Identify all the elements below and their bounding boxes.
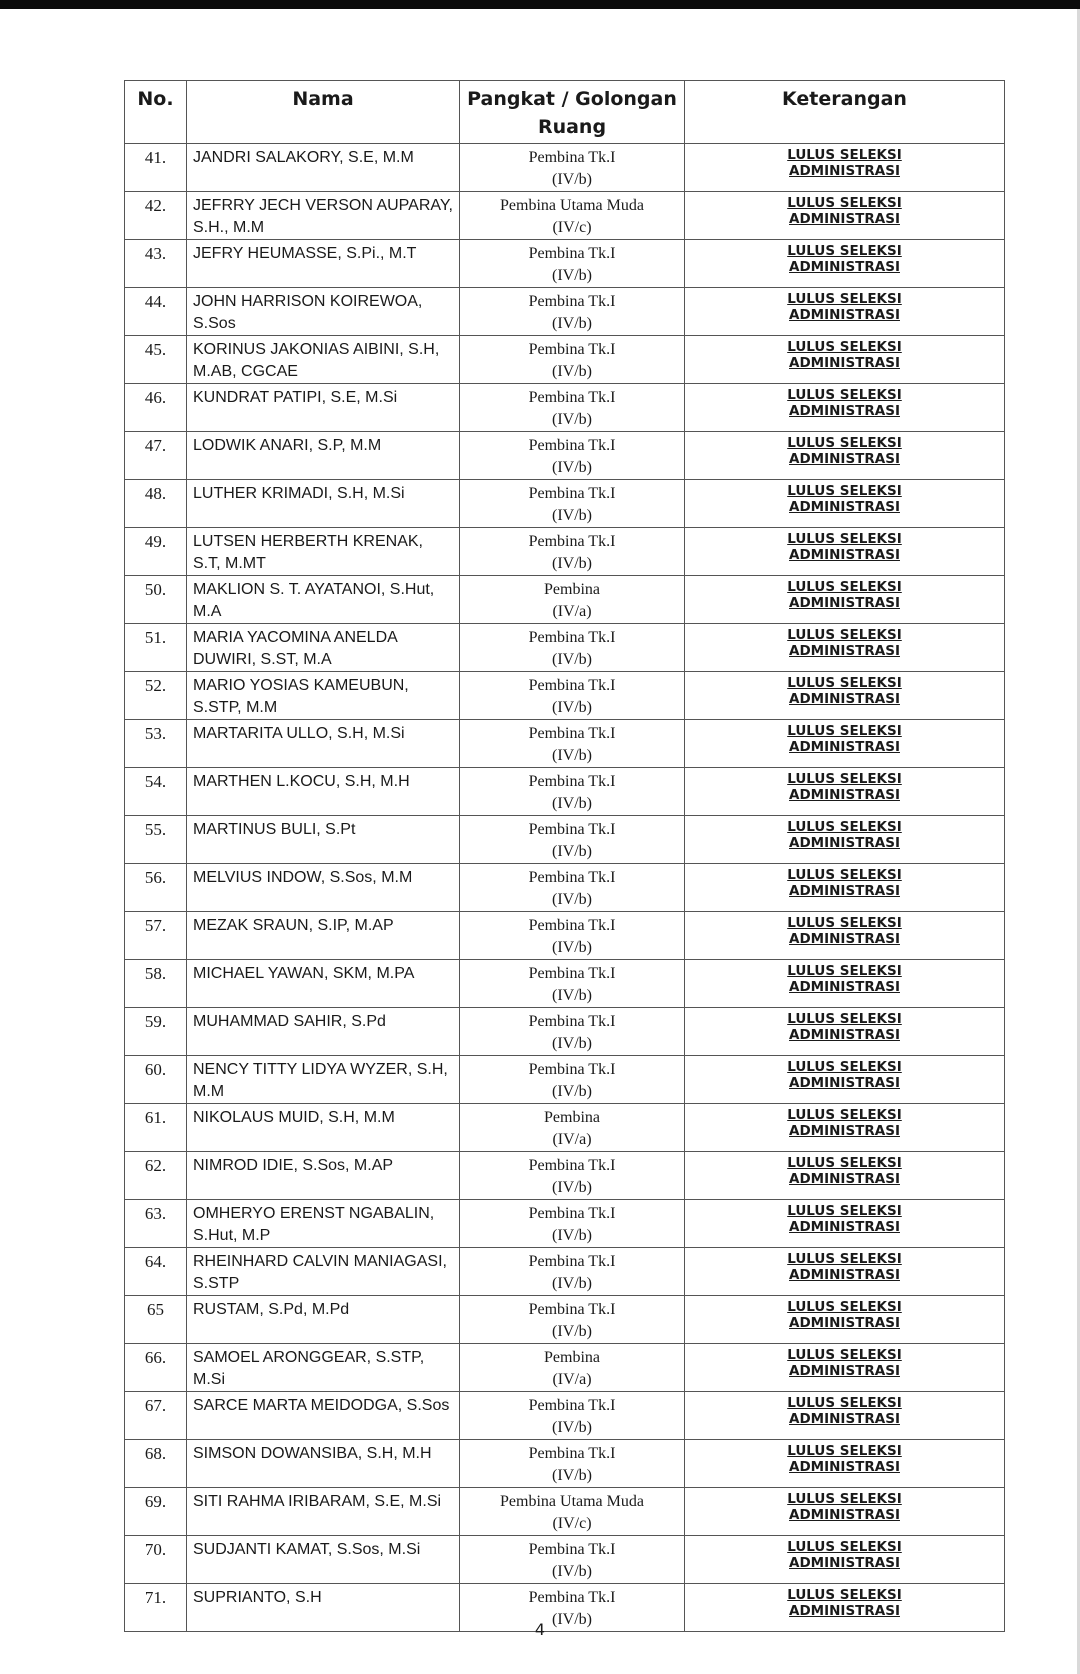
status-line-2: ADMINISTRASI xyxy=(789,451,900,467)
rank-grade: (IV/b) xyxy=(552,747,592,764)
status-line-1: LULUS SELEKSI xyxy=(787,1107,902,1123)
status-line-1: LULUS SELEKSI xyxy=(787,579,902,595)
rank-grade: (IV/b) xyxy=(552,1323,592,1340)
row-name: SARCE MARTA MEIDODGA, S.Sos xyxy=(187,1392,460,1440)
table-row xyxy=(125,1056,1005,1104)
row-number: 44. xyxy=(125,288,187,336)
row-rank xyxy=(460,960,685,1008)
status-line-1: LULUS SELEKSI xyxy=(787,1443,902,1459)
row-number: 46. xyxy=(125,384,187,432)
row-rank xyxy=(460,336,685,384)
row-number: 45. xyxy=(125,336,187,384)
rank-title: Pembina Tk.I xyxy=(528,389,616,406)
row-name: KUNDRAT PATIPI, S.E, M.Si xyxy=(187,384,460,432)
status-line-1: LULUS SELEKSI xyxy=(787,1539,902,1555)
status-line-2: ADMINISTRASI xyxy=(789,979,900,995)
table-row xyxy=(125,1488,1005,1536)
row-number: 47. xyxy=(125,432,187,480)
row-number: 69. xyxy=(125,1488,187,1536)
rank-grade: (IV/b) xyxy=(552,699,592,716)
status-line-2: ADMINISTRASI xyxy=(789,835,900,851)
row-status xyxy=(685,768,1005,816)
row-number: 43. xyxy=(125,240,187,288)
status-line-2: ADMINISTRASI xyxy=(789,643,900,659)
rank-grade: (IV/b) xyxy=(552,555,592,572)
row-rank xyxy=(460,432,685,480)
rank-grade: (IV/b) xyxy=(552,1179,592,1196)
row-rank xyxy=(460,672,685,720)
status-line-1: LULUS SELEKSI xyxy=(787,1347,902,1363)
table-row xyxy=(125,1104,1005,1152)
table-row xyxy=(125,1200,1005,1248)
status-line-1: LULUS SELEKSI xyxy=(787,963,902,979)
row-status xyxy=(685,1056,1005,1104)
row-number: 52. xyxy=(125,672,187,720)
row-status xyxy=(685,1008,1005,1056)
rank-title: Pembina Tk.I xyxy=(528,1013,616,1030)
row-number: 56. xyxy=(125,864,187,912)
row-number: 55. xyxy=(125,816,187,864)
rank-title: Pembina Tk.I xyxy=(528,245,616,262)
row-status xyxy=(685,1200,1005,1248)
status-line-1: LULUS SELEKSI xyxy=(787,195,902,211)
status-line-2: ADMINISTRASI xyxy=(789,211,900,227)
row-rank xyxy=(460,1152,685,1200)
row-status xyxy=(685,672,1005,720)
row-name: SIMSON DOWANSIBA, S.H, M.H xyxy=(187,1440,460,1488)
status-line-2: ADMINISTRASI xyxy=(789,1267,900,1283)
status-line-1: LULUS SELEKSI xyxy=(787,675,902,691)
table-row xyxy=(125,384,1005,432)
rank-grade: (IV/b) xyxy=(552,987,592,1004)
row-number: 71. xyxy=(125,1584,187,1632)
rank-title: Pembina Tk.I xyxy=(528,1061,616,1078)
row-status xyxy=(685,1104,1005,1152)
table-row xyxy=(125,1248,1005,1296)
rank-grade: (IV/b) xyxy=(552,1611,592,1628)
row-status xyxy=(685,528,1005,576)
row-rank xyxy=(460,1440,685,1488)
row-name: MICHAEL YAWAN, SKM, M.PA xyxy=(187,960,460,1008)
rank-title: Pembina Tk.I xyxy=(528,533,616,550)
status-line-2: ADMINISTRASI xyxy=(789,355,900,371)
status-line-1: LULUS SELEKSI xyxy=(787,339,902,355)
row-rank xyxy=(460,1488,685,1536)
table-row xyxy=(125,144,1005,192)
rank-title: Pembina Tk.I xyxy=(528,677,616,694)
status-line-2: ADMINISTRASI xyxy=(789,1171,900,1187)
row-name: NIMROD IDIE, S.Sos, M.AP xyxy=(187,1152,460,1200)
rank-grade: (IV/b) xyxy=(552,891,592,908)
table-row xyxy=(125,1536,1005,1584)
row-rank xyxy=(460,1008,685,1056)
rank-title: Pembina Tk.I xyxy=(528,485,616,502)
row-rank xyxy=(460,1536,685,1584)
status-line-2: ADMINISTRASI xyxy=(789,403,900,419)
row-name: OMHERYO ERENST NGABALIN, S.Hut, M.P xyxy=(187,1200,460,1248)
rank-grade: (IV/b) xyxy=(552,1563,592,1580)
row-rank xyxy=(460,912,685,960)
rank-title: Pembina Tk.I xyxy=(528,149,616,166)
status-line-1: LULUS SELEKSI xyxy=(787,1491,902,1507)
row-number: 58. xyxy=(125,960,187,1008)
row-status xyxy=(685,1488,1005,1536)
rank-grade: (IV/b) xyxy=(552,1467,592,1484)
table-row xyxy=(125,1392,1005,1440)
row-name: SUPRIANTO, S.H xyxy=(187,1584,460,1632)
row-rank xyxy=(460,624,685,672)
table-row xyxy=(125,864,1005,912)
row-rank xyxy=(460,1248,685,1296)
rank-title: Pembina Tk.I xyxy=(528,1301,616,1318)
status-line-2: ADMINISTRASI xyxy=(789,163,900,179)
rank-title: Pembina Tk.I xyxy=(528,1589,616,1606)
status-line-1: LULUS SELEKSI xyxy=(787,771,902,787)
row-rank xyxy=(460,1104,685,1152)
table-row xyxy=(125,768,1005,816)
status-line-2: ADMINISTRASI xyxy=(789,1459,900,1475)
row-status xyxy=(685,336,1005,384)
row-number: 42. xyxy=(125,192,187,240)
status-line-2: ADMINISTRASI xyxy=(789,1603,900,1619)
rank-grade: (IV/a) xyxy=(552,1131,592,1148)
status-line-1: LULUS SELEKSI xyxy=(787,627,902,643)
row-status xyxy=(685,624,1005,672)
rank-title: Pembina Utama Muda xyxy=(500,1493,644,1510)
status-line-2: ADMINISTRASI xyxy=(789,1075,900,1091)
status-line-1: LULUS SELEKSI xyxy=(787,531,902,547)
row-number: 66. xyxy=(125,1344,187,1392)
table-row xyxy=(125,960,1005,1008)
rank-title: Pembina Tk.I xyxy=(528,965,616,982)
row-name: RHEINHARD CALVIN MANIAGASI, S.STP xyxy=(187,1248,460,1296)
status-line-2: ADMINISTRASI xyxy=(789,547,900,563)
row-name: MARIA YACOMINA ANELDA DUWIRI, S.ST, M.A xyxy=(187,624,460,672)
rank-grade: (IV/b) xyxy=(552,507,592,524)
status-line-2: ADMINISTRASI xyxy=(789,1123,900,1139)
row-number: 50. xyxy=(125,576,187,624)
row-rank xyxy=(460,144,685,192)
row-status xyxy=(685,1248,1005,1296)
rank-title: Pembina Tk.I xyxy=(528,1205,616,1222)
rank-grade: (IV/b) xyxy=(552,411,592,428)
status-line-1: LULUS SELEKSI xyxy=(787,1587,902,1603)
status-line-1: LULUS SELEKSI xyxy=(787,147,902,163)
row-number: 60. xyxy=(125,1056,187,1104)
row-status xyxy=(685,960,1005,1008)
rank-grade: (IV/b) xyxy=(552,651,592,668)
rank-grade: (IV/c) xyxy=(552,1515,592,1532)
status-line-1: LULUS SELEKSI xyxy=(787,819,902,835)
row-number: 51. xyxy=(125,624,187,672)
row-name: MARTARITA ULLO, S.H, M.Si xyxy=(187,720,460,768)
row-name: JEFRRY JECH VERSON AUPARAY, S.H., M.M xyxy=(187,192,460,240)
rank-title: Pembina Tk.I xyxy=(528,821,616,838)
row-rank xyxy=(460,384,685,432)
rank-title: Pembina xyxy=(544,1109,600,1126)
row-name: RUSTAM, S.Pd, M.Pd xyxy=(187,1296,460,1344)
status-line-2: ADMINISTRASI xyxy=(789,259,900,275)
row-status xyxy=(685,144,1005,192)
status-line-2: ADMINISTRASI xyxy=(789,787,900,803)
table-row xyxy=(125,1008,1005,1056)
row-number: 64. xyxy=(125,1248,187,1296)
page-number: 4 xyxy=(534,1620,546,1639)
row-name: MELVIUS INDOW, S.Sos, M.M xyxy=(187,864,460,912)
row-status xyxy=(685,480,1005,528)
header-pangkat: Pangkat / Golongan Ruang xyxy=(460,81,685,144)
row-status xyxy=(685,1392,1005,1440)
status-line-1: LULUS SELEKSI xyxy=(787,387,902,403)
table-row xyxy=(125,336,1005,384)
row-name: MARTINUS BULI, S.Pt xyxy=(187,816,460,864)
row-number: 57. xyxy=(125,912,187,960)
scan-top-border xyxy=(0,0,1080,9)
table-row xyxy=(125,672,1005,720)
row-name: LUTHER KRIMADI, S.H, M.Si xyxy=(187,480,460,528)
table-row xyxy=(125,576,1005,624)
row-status xyxy=(685,192,1005,240)
row-number: 48. xyxy=(125,480,187,528)
rank-title: Pembina Tk.I xyxy=(528,629,616,646)
table-row xyxy=(125,1344,1005,1392)
status-line-1: LULUS SELEKSI xyxy=(787,243,902,259)
row-rank xyxy=(460,1200,685,1248)
table-row xyxy=(125,1296,1005,1344)
header-no: No. xyxy=(125,81,187,144)
row-rank xyxy=(460,1344,685,1392)
rank-title: Pembina Tk.I xyxy=(528,341,616,358)
status-line-2: ADMINISTRASI xyxy=(789,739,900,755)
status-line-2: ADMINISTRASI xyxy=(789,1507,900,1523)
row-status xyxy=(685,912,1005,960)
row-rank xyxy=(460,288,685,336)
row-number: 62. xyxy=(125,1152,187,1200)
row-status xyxy=(685,720,1005,768)
status-line-2: ADMINISTRASI xyxy=(789,307,900,323)
row-rank xyxy=(460,576,685,624)
rank-title: Pembina xyxy=(544,1349,600,1366)
row-name: NENCY TITTY LIDYA WYZER, S.H, M.M xyxy=(187,1056,460,1104)
row-number: 67. xyxy=(125,1392,187,1440)
status-line-1: LULUS SELEKSI xyxy=(787,1059,902,1075)
rank-grade: (IV/a) xyxy=(552,1371,592,1388)
row-name: MUHAMMAD SAHIR, S.Pd xyxy=(187,1008,460,1056)
row-status xyxy=(685,1344,1005,1392)
rank-title: Pembina Tk.I xyxy=(528,437,616,454)
rank-grade: (IV/b) xyxy=(552,843,592,860)
rank-grade: (IV/a) xyxy=(552,603,592,620)
row-number: 59. xyxy=(125,1008,187,1056)
row-rank xyxy=(460,1392,685,1440)
row-rank xyxy=(460,864,685,912)
row-status xyxy=(685,864,1005,912)
rank-grade: (IV/b) xyxy=(552,171,592,188)
rank-grade: (IV/b) xyxy=(552,267,592,284)
header-keterangan: Keterangan xyxy=(685,81,1005,144)
row-rank xyxy=(460,720,685,768)
table-row xyxy=(125,624,1005,672)
status-line-2: ADMINISTRASI xyxy=(789,595,900,611)
table-row xyxy=(125,480,1005,528)
table-row xyxy=(125,816,1005,864)
status-line-2: ADMINISTRASI xyxy=(789,1219,900,1235)
row-name: MARTHEN L.KOCU, S.H, M.H xyxy=(187,768,460,816)
row-rank xyxy=(460,192,685,240)
row-rank xyxy=(460,240,685,288)
row-name: MARIO YOSIAS KAMEUBUN, S.STP, M.M xyxy=(187,672,460,720)
row-number: 54. xyxy=(125,768,187,816)
rank-title: Pembina Tk.I xyxy=(528,869,616,886)
rank-grade: (IV/b) xyxy=(552,363,592,380)
status-line-2: ADMINISTRASI xyxy=(789,1363,900,1379)
rank-grade: (IV/b) xyxy=(552,1227,592,1244)
rank-title: Pembina Tk.I xyxy=(528,293,616,310)
rank-grade: (IV/b) xyxy=(552,795,592,812)
rank-grade: (IV/b) xyxy=(552,459,592,476)
status-line-2: ADMINISTRASI xyxy=(789,883,900,899)
row-status xyxy=(685,384,1005,432)
status-line-1: LULUS SELEKSI xyxy=(787,867,902,883)
table-row xyxy=(125,192,1005,240)
status-line-2: ADMINISTRASI xyxy=(789,1315,900,1331)
row-rank xyxy=(460,768,685,816)
row-rank xyxy=(460,528,685,576)
status-line-1: LULUS SELEKSI xyxy=(787,1203,902,1219)
table-row xyxy=(125,432,1005,480)
status-line-1: LULUS SELEKSI xyxy=(787,1251,902,1267)
rank-title: Pembina Tk.I xyxy=(528,1253,616,1270)
row-number: 70. xyxy=(125,1536,187,1584)
status-line-2: ADMINISTRASI xyxy=(789,499,900,515)
row-status xyxy=(685,1296,1005,1344)
rank-title: Pembina Tk.I xyxy=(528,1397,616,1414)
table-row xyxy=(125,528,1005,576)
rank-grade: (IV/b) xyxy=(552,939,592,956)
status-line-1: LULUS SELEKSI xyxy=(787,1299,902,1315)
status-line-2: ADMINISTRASI xyxy=(789,1027,900,1043)
rank-title: Pembina Tk.I xyxy=(528,1445,616,1462)
row-name: SITI RAHMA IRIBARAM, S.E, M.Si xyxy=(187,1488,460,1536)
status-line-1: LULUS SELEKSI xyxy=(787,291,902,307)
rank-title: Pembina Tk.I xyxy=(528,1157,616,1174)
rank-title: Pembina Tk.I xyxy=(528,773,616,790)
table-row xyxy=(125,240,1005,288)
row-status xyxy=(685,288,1005,336)
row-name: NIKOLAUS MUID, S.H, M.M xyxy=(187,1104,460,1152)
status-line-1: LULUS SELEKSI xyxy=(787,483,902,499)
status-line-2: ADMINISTRASI xyxy=(789,691,900,707)
row-number: 61. xyxy=(125,1104,187,1152)
status-line-2: ADMINISTRASI xyxy=(789,931,900,947)
row-name: JANDRI SALAKORY, S.E, M.M xyxy=(187,144,460,192)
row-name: SAMOEL ARONGGEAR, S.STP, M.Si xyxy=(187,1344,460,1392)
row-status xyxy=(685,1440,1005,1488)
row-name: JOHN HARRISON KOIREWOA, S.Sos xyxy=(187,288,460,336)
row-number: 68. xyxy=(125,1440,187,1488)
status-line-2: ADMINISTRASI xyxy=(789,1555,900,1571)
rank-grade: (IV/b) xyxy=(552,1035,592,1052)
status-line-1: LULUS SELEKSI xyxy=(787,435,902,451)
status-line-2: ADMINISTRASI xyxy=(789,1411,900,1427)
row-rank xyxy=(460,1056,685,1104)
status-line-1: LULUS SELEKSI xyxy=(787,1011,902,1027)
row-status xyxy=(685,432,1005,480)
table-row xyxy=(125,288,1005,336)
rank-title: Pembina Tk.I xyxy=(528,1541,616,1558)
header-nama: Nama xyxy=(187,81,460,144)
rank-title: Pembina Tk.I xyxy=(528,725,616,742)
row-status xyxy=(685,240,1005,288)
rank-grade: (IV/b) xyxy=(552,1275,592,1292)
rank-grade: (IV/b) xyxy=(552,1083,592,1100)
row-name: SUDJANTI KAMAT, S.Sos, M.Si xyxy=(187,1536,460,1584)
status-line-1: LULUS SELEKSI xyxy=(787,915,902,931)
table-row xyxy=(125,1440,1005,1488)
row-status xyxy=(685,576,1005,624)
rank-title: Pembina xyxy=(544,581,600,598)
row-name: KORINUS JAKONIAS AIBINI, S.H, M.AB, CGCAE xyxy=(187,336,460,384)
table-row xyxy=(125,720,1005,768)
row-name: LODWIK ANARI, S.P, M.M xyxy=(187,432,460,480)
row-rank xyxy=(460,480,685,528)
row-status xyxy=(685,1152,1005,1200)
rank-grade: (IV/b) xyxy=(552,1419,592,1436)
rank-grade: (IV/b) xyxy=(552,315,592,332)
status-line-1: LULUS SELEKSI xyxy=(787,1155,902,1171)
row-name: MAKLION S. T. AYATANOI, S.Hut, M.A xyxy=(187,576,460,624)
row-number: 49. xyxy=(125,528,187,576)
row-number: 63. xyxy=(125,1200,187,1248)
row-number: 53. xyxy=(125,720,187,768)
row-name: JEFRY HEUMASSE, S.Pi., M.T xyxy=(187,240,460,288)
row-status xyxy=(685,816,1005,864)
status-line-1: LULUS SELEKSI xyxy=(787,723,902,739)
row-rank xyxy=(460,816,685,864)
rank-grade: (IV/c) xyxy=(552,219,592,236)
table-header-row xyxy=(125,81,1005,144)
rank-title: Pembina Utama Muda xyxy=(500,197,644,214)
status-line-1: LULUS SELEKSI xyxy=(787,1395,902,1411)
rank-title: Pembina Tk.I xyxy=(528,917,616,934)
row-status xyxy=(685,1536,1005,1584)
row-name: LUTSEN HERBERTH KRENAK, S.T, M.MT xyxy=(187,528,460,576)
table-row xyxy=(125,1152,1005,1200)
table-body xyxy=(125,144,1005,1632)
candidate-table xyxy=(124,80,1005,1632)
row-name: MEZAK SRAUN, S.IP, M.AP xyxy=(187,912,460,960)
row-number: 65 xyxy=(125,1296,187,1344)
row-rank xyxy=(460,1296,685,1344)
row-number: 41. xyxy=(125,144,187,192)
table-row xyxy=(125,912,1005,960)
